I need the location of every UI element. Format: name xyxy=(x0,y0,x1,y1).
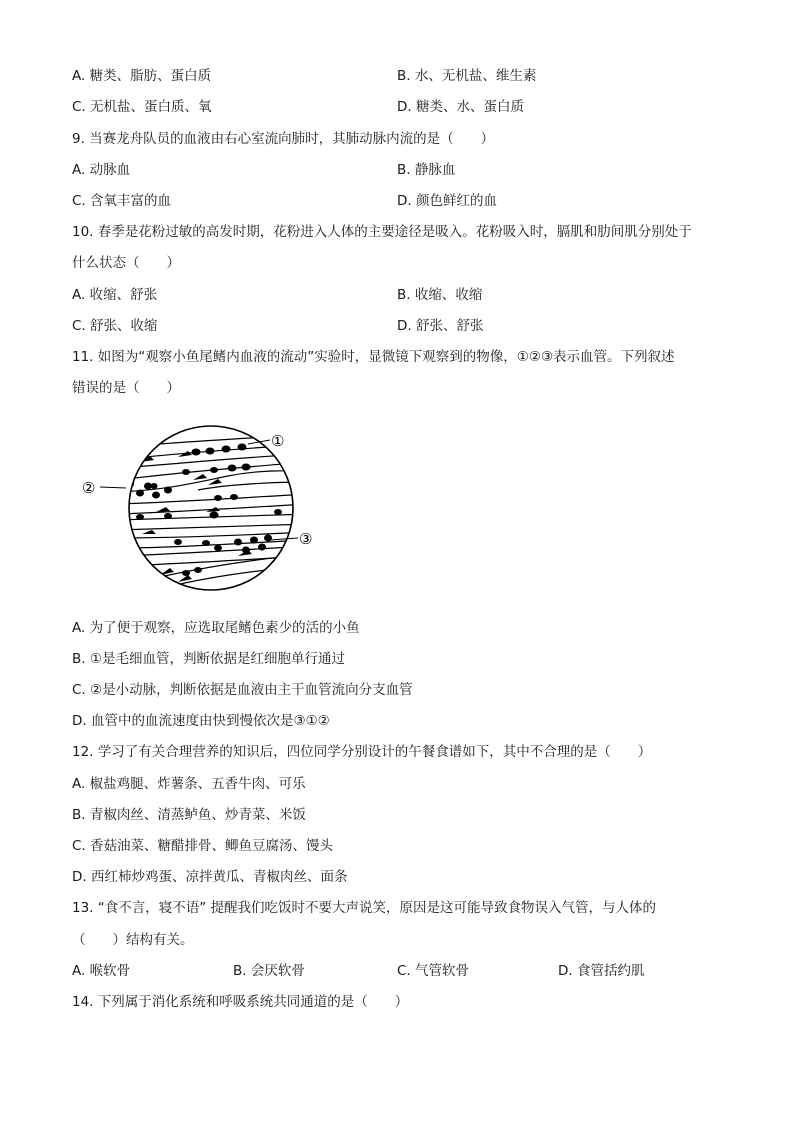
q10-option-c: C. 舒张、收缩 xyxy=(72,318,158,334)
q8-option-a: A. 糖类、脂肪、蛋白质 xyxy=(72,68,212,84)
q8-option-c: C. 无机盐、蛋白质、氧 xyxy=(72,99,212,115)
q9-stem: 9. 当赛龙舟队员的血液由右心室流向肺时，其肺动脉内流的是（ ） xyxy=(72,131,495,147)
q11-stem-line2: 错误的是（ ） xyxy=(72,380,180,396)
q13-option-c: C. 气管软骨 xyxy=(397,963,470,979)
q11-option-c: C. ②是小动脉，判断依据是血液由主干血管流向分支血管 xyxy=(72,682,413,698)
q8-option-b: B. 水、无机盐、维生素 xyxy=(397,68,537,84)
q11-option-a: A. 为了便于观察，应选取尾鳍色素少的活的小鱼 xyxy=(72,620,360,636)
q12-option-d: D. 西红柿炒鸡蛋、凉拌黄瓜、青椒肉丝、面条 xyxy=(72,869,348,885)
q9-option-d: D. 颜色鲜红的血 xyxy=(397,193,497,209)
q14-stem: 14. 下列属于消化系统和呼吸系统共同通道的是（ ） xyxy=(72,994,409,1010)
q12-option-c: C. 香菇油菜、糖醋排骨、鲫鱼豆腐汤、馒头 xyxy=(72,838,334,854)
figure-label-1: ① xyxy=(271,432,285,450)
q11-option-b: B. ①是毛细血管，判断依据是红细胞单行通过 xyxy=(72,651,345,667)
q10-option-a: A. 收缩、舒张 xyxy=(72,287,158,303)
q10-option-d: D. 舒张、舒张 xyxy=(397,318,484,334)
q9-option-c: C. 含氧丰富的血 xyxy=(72,193,172,209)
q10-stem-line1: 10. 春季是花粉过敏的高发时期，花粉进入人体的主要途径是吸入。花粉吸入时，膈肌和肋间肌分别处于 xyxy=(72,224,692,240)
q10-stem-line2: 什么状态（ ） xyxy=(72,255,180,271)
q8-option-d: D. 糖类、水、蛋白质 xyxy=(397,99,524,115)
figure-label-2: ② xyxy=(82,479,96,497)
q10-option-b: B. 收缩、收缩 xyxy=(397,287,483,303)
microscope-blood-flow-figure xyxy=(78,420,328,595)
q13-option-d: D. 食管括约肌 xyxy=(558,963,645,979)
q11-stem-line1: 11. 如图为“观察小鱼尾鳍内血液的流动”实验时，显微镜下观察到的物像，①②③表示血管。下列叙述 xyxy=(72,349,675,365)
q11-option-d: D. 血管中的血流速度由快到慢依次是③①② xyxy=(72,713,330,729)
q13-option-b: B. 会厌软骨 xyxy=(233,963,305,979)
q12-option-b: B. 青椒肉丝、清蒸鲈鱼、炒青菜、米饭 xyxy=(72,807,306,823)
q13-option-a: A. 喉软骨 xyxy=(72,963,131,979)
q12-stem: 12. 学习了有关合理营养的知识后，四位同学分别设计的午餐食谱如下，其中不合理的是（ ） xyxy=(72,744,652,760)
q13-stem-line1: 13. “食不言，寝不语” 提醒我们吃饭时不要大声说笑，原因是这可能导致食物误入气管，与人体的 xyxy=(72,900,657,916)
q13-stem-line2: （ ）结构有关。 xyxy=(72,932,194,948)
q12-option-a: A. 椒盐鸡腿、炸薯条、五香牛肉、可乐 xyxy=(72,776,306,792)
q9-option-b: B. 静脉血 xyxy=(397,162,456,178)
figure-label-3: ③ xyxy=(299,530,313,548)
q9-option-a: A. 动脉血 xyxy=(72,162,131,178)
